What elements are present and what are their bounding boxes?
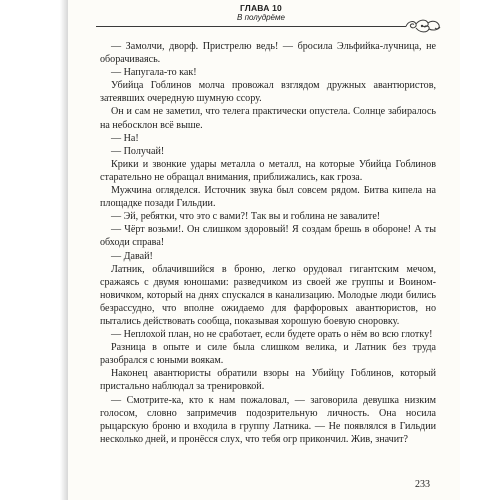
flourish-ornament-icon — [392, 17, 442, 35]
chapter-title: ГЛАВА 10 — [240, 3, 282, 13]
paragraph: Убийца Гоблинов молча провожал взглядом дружных авантюристов, затеявших очередную шумную ссору. — [100, 80, 436, 105]
running-header — [96, 3, 441, 43]
paragraph: — Получай! — [111, 145, 165, 157]
chapter-subtitle: В полудрёме — [237, 13, 285, 22]
paragraph: — Чёрт возьми!. Он слишком здоровый! Я создам брешь в обороне! А ты обходи справа! — [100, 224, 436, 249]
paragraph: — Замолчи, дворф. Пристрелю ведь! — бросила Эльфийка-лучница, не оборачиваясь. — [100, 41, 436, 66]
body-text — [100, 40, 436, 446]
paragraph: Наконец авантюристы обратили взоры на Убийцу Гоблинов, который пристально наблюдал за тренировкой. — [100, 368, 436, 393]
paragraph: — На! — [111, 132, 139, 144]
paragraph: Крики и звонкие удары металла о металл, на которые Убийца Гоблинов старательно не обращал внимания, приближались, как гроза. — [100, 158, 436, 183]
paragraph: Мужчина огляделся. Источник звука был совсем рядом. Битва кипела на площадке позади Гильдии. — [100, 185, 436, 210]
paragraph: — Эй, ребятки, что это с вами?! Так вы и гоблина не завалите! — [111, 211, 381, 223]
paragraph: Разница в опыте и силе была слишком велика, и Латник без труда разобрался с юными воякам. — [100, 342, 436, 367]
page-gutter-shadow — [60, 0, 68, 500]
paragraph: Он и сам не заметил, что телега практически опустела. Солнце забиралось на небосклон всё выше. — [100, 106, 436, 131]
paragraph: — Неплохой план, но не сработает, если будете орать о нём во всю глотку! — [111, 329, 433, 341]
page-number: 233 — [415, 479, 430, 490]
paragraph: — Смотрите-ка, кто к нам пожаловал, — заговорила девушка низким голосом, словно запримечив подозрительную личность. Она носила рыцарскую броню и входила в группу Латника. — Не появлялся в Гильдии несколько дней, и пронёсся слух, что тебя огр прикончил. Жив, значит? — [100, 394, 436, 445]
paragraph: — Давай! — [111, 250, 153, 262]
paragraph: — Напугала-то как! — [111, 67, 197, 79]
header-rule — [96, 26, 398, 27]
paragraph: Латник, облачившийся в броню, легко орудовал гигантским мечом, сражаясь с двумя юношами: разведчиком из своей же группы и Воином-новичком, который на днях спускался в канализацию. Молодые люди бились безрассудно, что вполне ожидаемо для фарфоровых авантюристов, но пытались действовать сообща, показывая хорошую боевую сноровку. — [100, 263, 436, 327]
